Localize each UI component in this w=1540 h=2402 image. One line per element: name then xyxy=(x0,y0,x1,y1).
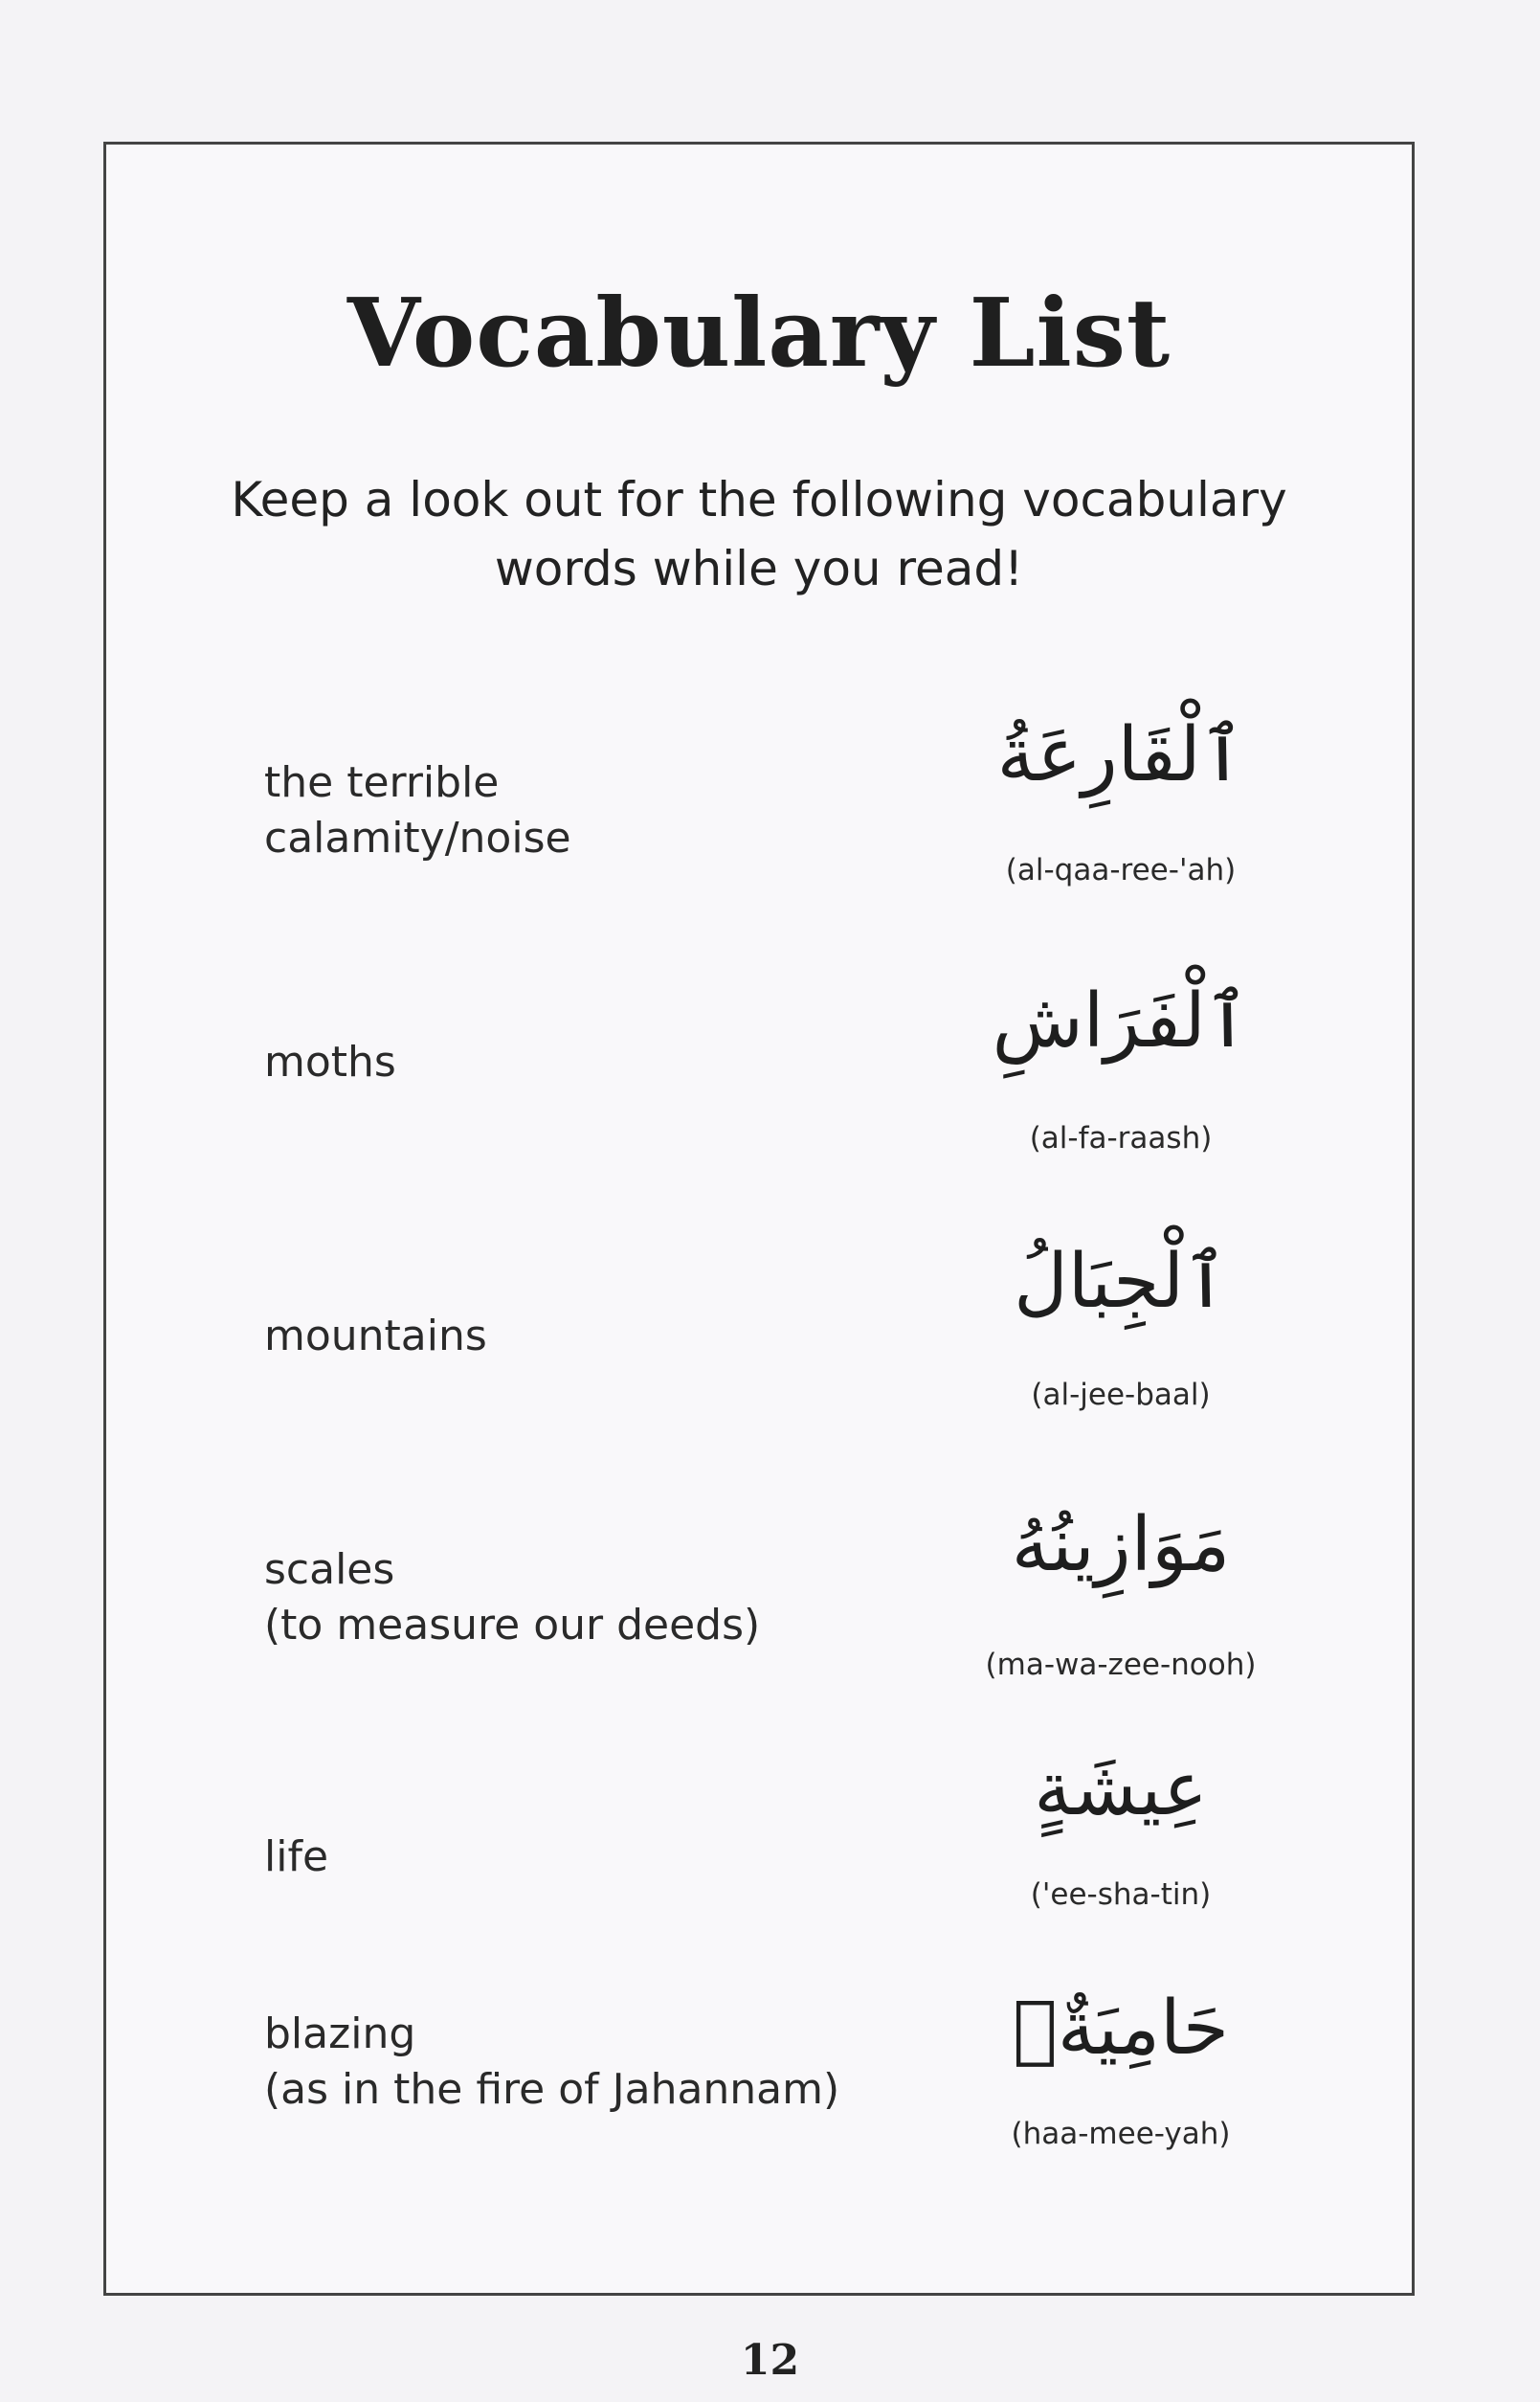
vocab-arabic: ٱلْقَارِعَةُ xyxy=(996,712,1245,798)
vocab-english xyxy=(264,1542,760,1653)
vocab-english xyxy=(264,1830,328,1885)
vocab-arabic: مَوَازِينُهُ xyxy=(1011,1502,1231,1588)
vocab-arabic: ٱلْفَرَاشِ xyxy=(992,978,1250,1065)
vocab-transliteration: (al-jee-baal) xyxy=(1031,1378,1211,1412)
english-line: moths xyxy=(264,1038,396,1087)
page-number: 12 xyxy=(740,2336,800,2385)
vocab-english xyxy=(264,755,571,866)
vocab-english xyxy=(264,1035,396,1090)
vocab-arabic: ٱلْجِبَالُ xyxy=(1014,1239,1228,1325)
page-frame xyxy=(103,142,1415,2296)
english-line: blazing xyxy=(264,2009,416,2058)
english-line: mountains xyxy=(264,1312,487,1360)
vocab-arabic: حَامِيَةٌۢ xyxy=(1013,1986,1229,2072)
english-line: calamity/noise xyxy=(264,814,571,863)
intro-text xyxy=(145,465,1373,603)
page-title: Vocabulary List xyxy=(346,279,1172,389)
english-line: (to measure our deeds) xyxy=(264,1601,761,1650)
vocab-transliteration: (al-qaa-ree-'ah) xyxy=(1005,853,1237,887)
vocab-transliteration: (ma-wa-zee-nooh) xyxy=(985,1648,1257,1682)
vocab-english xyxy=(264,1309,487,1364)
vocab-transliteration: (al-fa-raash) xyxy=(1029,1121,1213,1156)
intro-line-2: words while you read! xyxy=(494,541,1024,596)
english-line: (as in the fire of Jahannam) xyxy=(264,2065,840,2114)
english-line: life xyxy=(264,1832,329,1881)
vocab-transliteration: ('ee-sha-tin) xyxy=(1030,1877,1212,1912)
vocab-english xyxy=(264,2007,839,2118)
vocab-arabic: عِيشَةٍ xyxy=(1034,1746,1208,1832)
english-line: the terrible xyxy=(264,758,500,807)
vocab-transliteration: (haa-mee-yah) xyxy=(1011,2117,1231,2151)
intro-line-1: Keep a look out for the following vocabulary xyxy=(231,472,1287,528)
english-line: scales xyxy=(264,1545,395,1594)
